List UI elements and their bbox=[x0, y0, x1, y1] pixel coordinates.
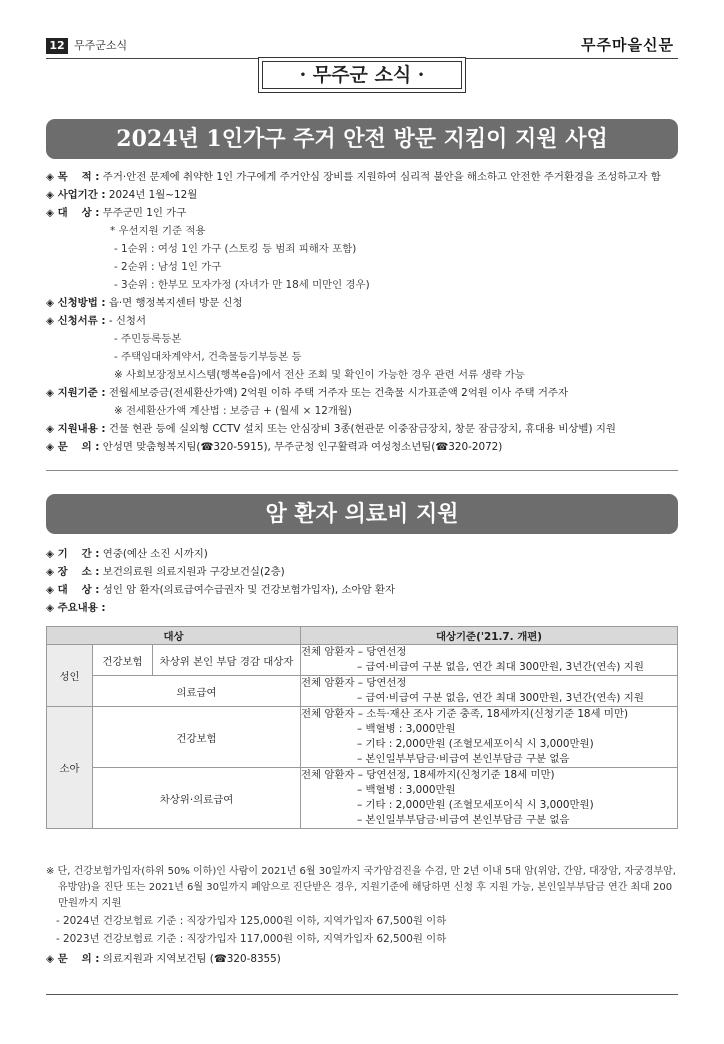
s1-purpose-text: 주거·안전 문제에 취약한 1인 가구에게 주거안심 장비를 지원하여 심리적 불안을 해소하고 안전한 주거환경을 조성하고자 함 bbox=[102, 171, 661, 183]
footnote-line: ※ 단, 건강보험가입자(하위 50% 이하)인 사람이 2021년 6월 30일까지 국가암검진을 수검, 만 2년 이내 5대 암(위암, 간암, 대장암, 자궁경부암, bbox=[46, 866, 676, 877]
s1-purpose-label: ◈ 목 적 : bbox=[46, 171, 100, 183]
s1-target-line: * 우선지원 기준 적용 bbox=[110, 225, 206, 237]
s2-main-label: ◈ 주요내용 : bbox=[46, 602, 106, 614]
s1-target-label: ◈ 대 상 : bbox=[46, 207, 100, 219]
footnote-line: - 2023년 건강보험료 기준 : 직장가입자 117,000원 이하, 지역가입자 62,500원 이하 bbox=[56, 933, 447, 945]
footnote-line: - 2024년 건강보험료 기준 : 직장가입자 125,000원 이하, 지역가입자 67,500원 이하 bbox=[56, 915, 447, 927]
cell-child-lowincome: 차상위·의료급여 bbox=[93, 768, 301, 829]
s1-inquiry-label: ◈ 문 의 : bbox=[46, 441, 100, 453]
s1-docs bbox=[46, 314, 146, 328]
cell-low-income: 차상위 본인 부담 경감 대상자 bbox=[153, 645, 301, 676]
cat-child: 소아 bbox=[47, 707, 93, 829]
section-divider bbox=[46, 470, 678, 471]
page-header bbox=[46, 36, 678, 56]
s1-inquiry bbox=[46, 440, 502, 454]
s2-target-label: ◈ 대 상 : bbox=[46, 584, 100, 596]
section1-title: 2024년 1인가구 주거 안전 방문 지킴이 지원 사업 bbox=[46, 119, 678, 159]
s2-target bbox=[46, 583, 395, 597]
s2-place bbox=[46, 565, 285, 579]
s1-period-label: ◈ 사업기간 : bbox=[46, 189, 106, 201]
section-name: 무주군소식 bbox=[74, 39, 128, 52]
table-row bbox=[47, 707, 678, 768]
criteria-line: 전체 암환자 – 당연선정, 18세까지(신청기준 18세 미만) bbox=[301, 769, 555, 781]
criteria-cell bbox=[301, 768, 678, 829]
criteria-line: 전체 암환자 – 소득·재산 조사 기준 충족, 18세까지(신청기준 18세 미만) bbox=[301, 708, 629, 720]
s1-criteria-text: 전월세보증금(전세환산가액) 2억원 이하 주택 거주자 또는 건축물 시가표준액 2억원 이사 주택 거주자 bbox=[108, 387, 568, 399]
cell-medical-aid: 의료급여 bbox=[93, 676, 301, 707]
s1-criteria-line: ※ 전세환산가액 계산법 : 보증금 + (월세 × 12개월) bbox=[114, 405, 352, 417]
s1-target-line: - 3순위 : 한부모 모자가정 (자녀가 만 18세 미만인 경우) bbox=[114, 279, 370, 291]
cell-health-insurance: 건강보험 bbox=[93, 645, 153, 676]
criteria-cell bbox=[301, 676, 678, 707]
criteria-line: – 본인일부부담금·비급여 본인부담금 구분 없음 bbox=[357, 814, 570, 826]
s1-content-label: ◈ 지원내용 : bbox=[46, 423, 106, 435]
s1-docs-line: - 주민등록등본 bbox=[114, 333, 182, 345]
criteria-line: – 백혈병 : 3,000만원 bbox=[357, 784, 456, 796]
s1-period bbox=[46, 188, 197, 202]
s2-main bbox=[46, 601, 106, 615]
table-row bbox=[47, 676, 678, 707]
newspaper-logo: 무주마을신문 bbox=[581, 36, 674, 54]
table-row bbox=[47, 768, 678, 829]
s1-docs-line: - 주택임대차계약서, 건축물등기부등본 등 bbox=[114, 351, 302, 363]
support-table bbox=[46, 626, 678, 829]
table-row bbox=[47, 645, 678, 676]
bottom-rule bbox=[46, 994, 678, 995]
criteria-line: – 급여·비급여 구분 없음, 연간 최대 300만원, 3년간(연속) 지원 bbox=[357, 692, 644, 704]
s1-docs-text: - 신청서 bbox=[108, 315, 147, 327]
banner-title: · 무주군 소식 · bbox=[262, 61, 462, 89]
s1-content-text: 건물 현관 등에 실외형 CCTV 설치 또는 안심장비 3종(현관문 이중잠금장치, 창문 잠금장치, 휴대용 비상벨) 지원 bbox=[108, 423, 616, 435]
s2-period bbox=[46, 547, 208, 561]
s1-target-line: - 1순위 : 여성 1인 가구 (스토킹 등 범죄 피해자 포함) bbox=[114, 243, 357, 255]
s2-place-text: 보건의료원 의료지원과 구강보건실(2층) bbox=[102, 566, 285, 578]
s2-place-label: ◈ 장 소 : bbox=[46, 566, 100, 578]
s1-criteria-label: ◈ 지원기준 : bbox=[46, 387, 106, 399]
cell-child-insurance: 건강보험 bbox=[93, 707, 301, 768]
criteria-cell bbox=[301, 645, 678, 676]
cat-adult: 성인 bbox=[47, 645, 93, 707]
criteria-line: 전체 암환자 – 당연선정 bbox=[301, 677, 407, 689]
s2-period-text: 연중(예산 소진 시까지) bbox=[102, 548, 208, 560]
header-target: 대상 bbox=[47, 627, 301, 645]
criteria-line: – 본인일부부담금·비급여 본인부담금 구분 없음 bbox=[357, 753, 570, 765]
s1-target-text: 무주군민 1인 가구 bbox=[102, 207, 187, 219]
s1-inquiry-text: 안성면 맞춤형복지팀(☎320-5915), 무주군청 인구활력과 여성청소년팀(☎320-2072) bbox=[102, 441, 503, 453]
criteria-line: 전체 암환자 – 당연선정 bbox=[301, 646, 407, 658]
s1-criteria bbox=[46, 386, 568, 400]
criteria-line: – 기타 : 2,000만원 (조혈모세포이식 시 3,000만원) bbox=[357, 799, 594, 811]
criteria-line: – 기타 : 2,000만원 (조혈모세포이식 시 3,000만원) bbox=[357, 738, 594, 750]
criteria-cell bbox=[301, 707, 678, 768]
criteria-line: – 급여·비급여 구분 없음, 연간 최대 300만원, 3년간(연속) 지원 bbox=[357, 661, 644, 673]
s1-period-text: 2024년 1월~12월 bbox=[108, 189, 198, 201]
s1-content bbox=[46, 422, 616, 436]
s1-purpose bbox=[46, 170, 661, 184]
header-criteria: 대상기준('21.7. 개편) bbox=[301, 627, 678, 645]
s2-inquiry-text: 의료지원과 지역보건팀 (☎320-8355) bbox=[102, 953, 281, 965]
section-banner bbox=[258, 57, 466, 93]
criteria-line: – 백혈병 : 3,000만원 bbox=[357, 723, 456, 735]
s2-inquiry bbox=[46, 952, 281, 966]
footnote-line: 유방암)을 진단 또는 2021년 6월 30일까지 폐암으로 진단받은 경우, 지원기준에 해당하면 신청 후 지원 가능, 본인일부부담금 연간 최대 200 bbox=[58, 882, 673, 893]
s1-method bbox=[46, 296, 243, 310]
s1-target bbox=[46, 206, 186, 220]
s1-method-label: ◈ 신청방법 : bbox=[46, 297, 106, 309]
s1-docs-label: ◈ 신청서류 : bbox=[46, 315, 106, 327]
s1-docs-line: ※ 사회보장정보시스템(행복e음)에서 전산 조회 및 확인이 가능한 경우 관련 서류 생략 가능 bbox=[114, 369, 525, 381]
table-header-row bbox=[47, 627, 678, 645]
s2-target-text: 성인 암 환자(의료급여수급권자 및 건강보험가입자), 소아암 환자 bbox=[102, 584, 395, 596]
section2-title: 암 환자 의료비 지원 bbox=[46, 494, 678, 534]
footnote-line: 만원까지 지원 bbox=[58, 897, 122, 909]
s2-inquiry-label: ◈ 문 의 : bbox=[46, 953, 100, 965]
s1-method-text: 읍·면 행정복지센터 방문 신청 bbox=[108, 297, 243, 309]
s2-period-label: ◈ 기 간 : bbox=[46, 548, 100, 560]
s1-target-line: - 2순위 : 남성 1인 가구 bbox=[114, 261, 222, 273]
page-number: 12 bbox=[46, 38, 68, 54]
